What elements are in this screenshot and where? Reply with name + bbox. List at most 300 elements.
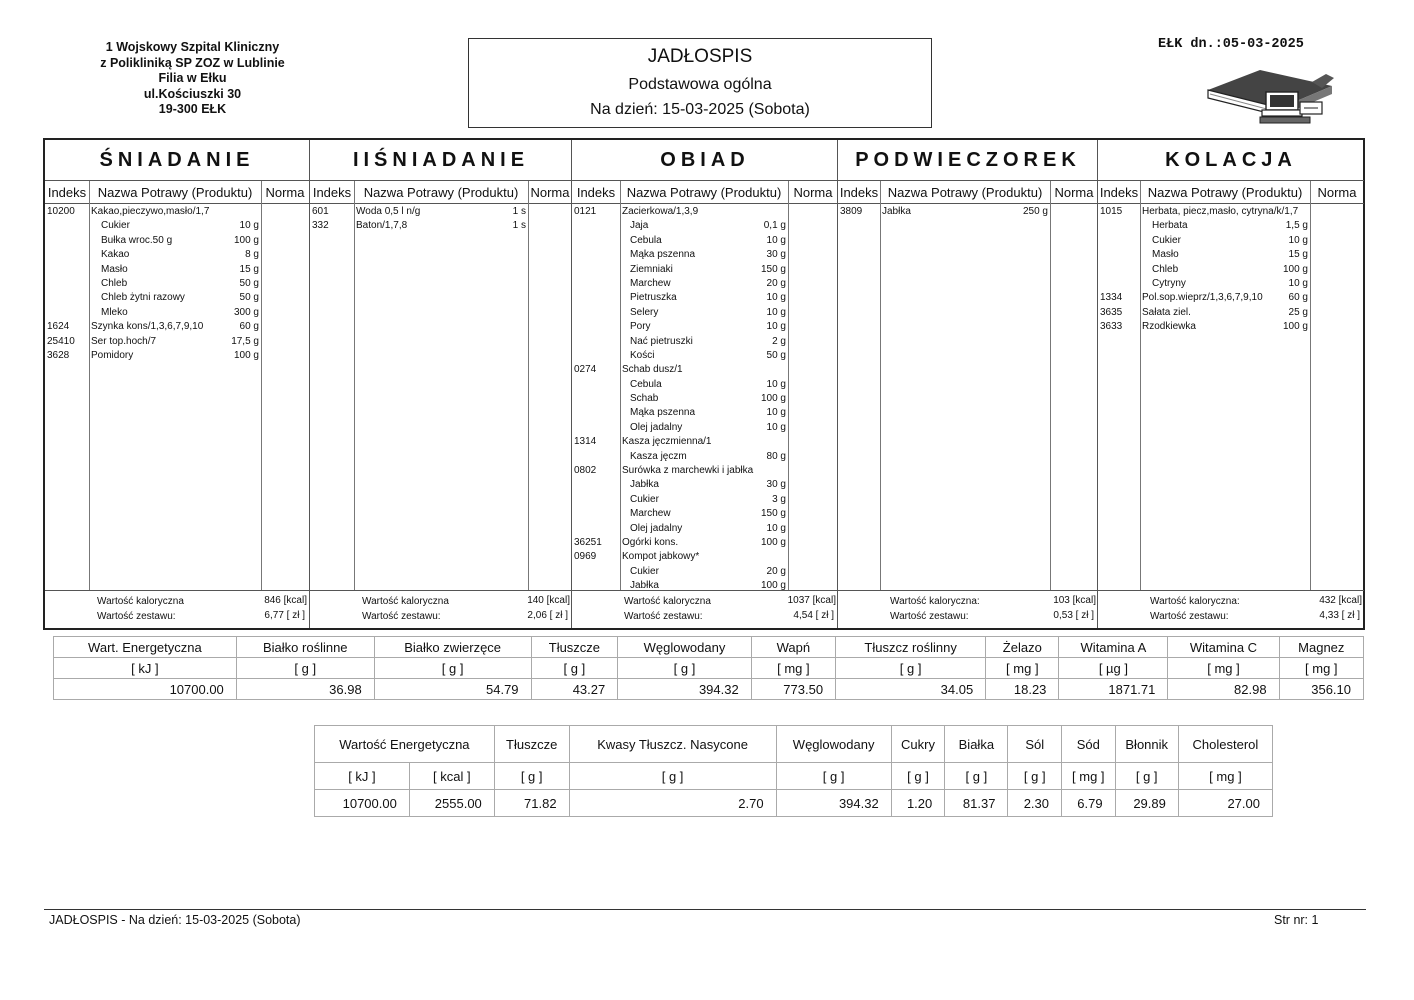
- item-name: Cukier: [1152, 234, 1181, 246]
- nutrition-value: 43.27: [531, 679, 618, 700]
- column-header-index: Indeks: [1098, 181, 1140, 204]
- nutrition-value: 2555.00: [409, 790, 494, 817]
- nutrition-unit: [ g ]: [494, 763, 569, 790]
- nutrition-header: Białka: [945, 726, 1008, 763]
- item-name: Nać pietruszki: [630, 335, 693, 347]
- item-name: Kakao,pieczywo,masło/1,7: [91, 206, 210, 217]
- hospital-line: ul.Kościuszki 30: [143, 86, 242, 101]
- column-header-norm: Norma: [528, 181, 572, 204]
- nutrition-value: 394.32: [776, 790, 891, 817]
- item-name: Zacierkowa/1,3,9: [622, 206, 699, 217]
- menu-section-podwieczorek: [837, 140, 1098, 628]
- item-norm: 100 g: [1282, 321, 1308, 333]
- item-norm: 0,1 g: [763, 220, 786, 232]
- column-header-index: Indeks: [572, 181, 620, 204]
- nutrition-unit: [ mg ]: [1178, 763, 1272, 790]
- menu-item-row: [1098, 234, 1364, 248]
- diet-name: Podstawowa ogólna: [628, 76, 772, 93]
- item-name: Kasza jęczm: [630, 450, 687, 462]
- item-norm: 20 g: [766, 565, 786, 577]
- nutrition-value: 29.89: [1115, 790, 1178, 817]
- item-norm: 25 g: [1288, 306, 1308, 318]
- calorie-label: Wartość kaloryczna: [624, 596, 711, 607]
- column-header-name: Nazwa Potrawy (Produktu): [1140, 181, 1310, 204]
- nutrition-header: Białko zwierzęce: [374, 637, 531, 658]
- nutrition-header: Wart. Energetyczna: [54, 637, 237, 658]
- item-name: Chleb: [101, 277, 128, 289]
- menu-item-row: [572, 263, 838, 277]
- column-divider: [354, 181, 355, 590]
- menu-item-row: [45, 291, 309, 305]
- nutrition-unit: [ g ]: [836, 658, 986, 679]
- nutrition-header: Witamina A: [1059, 637, 1168, 658]
- item-name: Sałata ziel.: [1142, 306, 1191, 318]
- item-name: Marchew: [630, 508, 671, 520]
- menu-item-row: [572, 507, 838, 521]
- menu-item-row: [572, 363, 838, 377]
- item-name: Schab dusz/1: [622, 364, 683, 376]
- nutrition-row-headers: [315, 726, 1273, 763]
- nutrition-header: Węglowodany: [618, 637, 751, 658]
- nutrition-value: 81.37: [945, 790, 1008, 817]
- page-number: Str nr: 1: [1274, 913, 1319, 927]
- menu-item-row: [45, 219, 309, 233]
- section-summary: [310, 590, 572, 628]
- menu-item-row: [572, 478, 838, 492]
- page-title: JADŁOSPIS: [647, 46, 753, 67]
- nutrition-value: 394.32: [618, 679, 751, 700]
- item-norm: 10 g: [766, 522, 786, 534]
- menu-item-row: [572, 392, 838, 406]
- item-norm: 300 g: [233, 306, 259, 318]
- calorie-label: Wartość kaloryczna: [362, 596, 449, 607]
- menu-item-row: [45, 320, 309, 334]
- nutrition-header: Tłuszcze: [494, 726, 569, 763]
- section-title: IIŚNIADANIE: [310, 140, 572, 181]
- nutrition-unit: [ kJ ]: [54, 658, 237, 679]
- cost-value: 6,77 [ zł ]: [264, 610, 305, 621]
- nutrition-value: 356.10: [1279, 679, 1363, 700]
- menu-item-row: [572, 205, 838, 219]
- item-norm: 60 g: [239, 321, 259, 333]
- nutrition-value: 27.00: [1178, 790, 1272, 817]
- item-name: Jabłka: [630, 479, 659, 491]
- column-divider: [880, 181, 881, 590]
- nutrition-unit: [ mg ]: [1168, 658, 1279, 679]
- cost-label: Wartość zestawu:: [1150, 611, 1229, 622]
- nutrition-value: 36.98: [236, 679, 374, 700]
- nutrition-unit: [ g ]: [776, 763, 891, 790]
- item-name: Jabłka: [630, 580, 659, 592]
- menu-item-row: [45, 306, 309, 320]
- cost-label: Wartość zestawu:: [97, 611, 176, 622]
- section-title: ŚNIADANIE: [45, 140, 309, 181]
- item-norm: 10 g: [766, 292, 786, 304]
- item-norm: 100 g: [233, 234, 259, 246]
- nutrition-header: Tłuszcze: [531, 637, 618, 658]
- item-norm: 100 g: [760, 580, 786, 592]
- cost-label: Wartość zestawu:: [624, 611, 703, 622]
- menu-item-row: [572, 493, 838, 507]
- nutrition-row-values: [315, 790, 1273, 817]
- nutrition-header: Białko roślinne: [236, 637, 374, 658]
- item-name: Pomidory: [91, 349, 134, 361]
- nutrition-header: Sód: [1062, 726, 1116, 763]
- footer-divider: [44, 909, 1366, 910]
- section-summary: [572, 590, 838, 628]
- nutrition-unit: [ g ]: [1008, 763, 1062, 790]
- item-norm: 1 s: [512, 220, 526, 232]
- menu-item-row: [572, 406, 838, 420]
- nutrition-unit: [ g ]: [618, 658, 751, 679]
- menu-item-row: [572, 550, 838, 564]
- item-name: Mleko: [101, 306, 128, 318]
- item-norm: 100 g: [760, 536, 786, 548]
- menu-item-row: [45, 277, 309, 291]
- menu-item-row: [572, 421, 838, 435]
- section-items: [1098, 205, 1364, 335]
- menu-item-row: [572, 464, 838, 478]
- menu-item-row: [1098, 205, 1364, 219]
- nutrition-header: Witamina C: [1168, 637, 1279, 658]
- nutrition-row-headers: [54, 637, 1364, 658]
- nutrition-value: 1871.71: [1059, 679, 1168, 700]
- section-title: OBIAD: [572, 140, 838, 181]
- item-index: 25410: [47, 335, 75, 347]
- item-norm: 2 g: [772, 335, 786, 347]
- item-name: Pietruszka: [630, 292, 677, 304]
- item-norm: 10 g: [239, 220, 259, 232]
- section-title: KOLACJA: [1098, 140, 1364, 181]
- item-name: Ogórki kons.: [622, 536, 679, 548]
- nutrition-table-1: [53, 636, 1364, 700]
- item-index: 0969: [574, 551, 597, 563]
- item-name: Bułka wroc.50 g: [101, 234, 173, 246]
- nutrition-value: 10700.00: [54, 679, 237, 700]
- menu-section-sniadanie: [45, 140, 309, 628]
- cost-value: 0,53 [ zł ]: [1053, 610, 1094, 621]
- hospital-line: Filia w Ełku: [158, 71, 227, 85]
- column-header-index: Indeks: [838, 181, 880, 204]
- menu-item-row: [572, 450, 838, 464]
- item-index: 36251: [574, 536, 602, 548]
- column-header-norm: Norma: [1310, 181, 1364, 204]
- nutrition-header: Sól: [1008, 726, 1062, 763]
- menu-item-row: [572, 335, 838, 349]
- title-box: [468, 38, 932, 128]
- column-header-index: Indeks: [310, 181, 354, 204]
- section-items: [572, 205, 838, 594]
- column-header-name: Nazwa Potrawy (Produktu): [880, 181, 1050, 204]
- nutrition-row-units: [54, 658, 1364, 679]
- item-index: 1624: [47, 321, 70, 333]
- item-index: 3809: [840, 206, 863, 217]
- column-header-index: Indeks: [45, 181, 89, 204]
- nutrition-unit: [ g ]: [374, 658, 531, 679]
- menu-item-row: [572, 248, 838, 262]
- hospital-line: 1 Wojskowy Szpital Kliniczny: [105, 40, 280, 54]
- item-norm: 15 g: [1288, 249, 1308, 261]
- item-name: Masło: [1152, 249, 1179, 261]
- menu-item-row: [572, 378, 838, 392]
- item-name: Cebula: [630, 378, 662, 390]
- nutrition-header: Węglowodany: [776, 726, 891, 763]
- menu-item-row: [838, 205, 1098, 219]
- item-norm: 50 g: [239, 277, 259, 289]
- menu-item-row: [1098, 263, 1364, 277]
- nutrition-header: Błonnik: [1115, 726, 1178, 763]
- menu-item-row: [1098, 277, 1364, 291]
- print-date: EŁK dn.:05-03-2025: [1158, 37, 1304, 52]
- nutrition-unit: [ kJ ]: [315, 763, 410, 790]
- menu-item-row: [1098, 291, 1364, 305]
- item-norm: 3 g: [772, 493, 786, 505]
- hospital-line: z Polikliniką SP ZOZ w Lublinie: [100, 55, 285, 70]
- footer-text: JADŁOSPIS - Na dzień: 15-03-2025 (Sobota): [49, 913, 301, 927]
- section-title: PODWIECZOREK: [838, 140, 1098, 181]
- menu-section-ii-sniadanie: [309, 140, 572, 628]
- calorie-value: 1037 [kcal]: [787, 595, 836, 606]
- section-summary: [838, 590, 1098, 628]
- menu-item-row: [45, 263, 309, 277]
- item-norm: 100 g: [233, 349, 259, 361]
- menu-date: Na dzień: 15-03-2025 (Sobota): [590, 101, 810, 118]
- nutrition-unit: [ mg ]: [1062, 763, 1116, 790]
- section-items: [45, 205, 309, 363]
- menu-item-row: [572, 320, 838, 334]
- item-name: Schab: [630, 393, 659, 405]
- nutrition-header: Tłuszcz roślinny: [836, 637, 986, 658]
- menu-item-row: [572, 234, 838, 248]
- nutrition-table-2: [314, 725, 1273, 817]
- item-name: Olej jadalny: [630, 522, 683, 534]
- nutrition-header: Cukry: [891, 726, 945, 763]
- section-items: [310, 205, 572, 234]
- menu-item-row: [572, 306, 838, 320]
- menu-item-row: [572, 349, 838, 363]
- book-computer-icon: [1200, 64, 1340, 126]
- nutrition-value: 1.20: [891, 790, 945, 817]
- nutrition-value: 6.79: [1062, 790, 1116, 817]
- item-name: Ser top.hoch/7: [91, 335, 157, 347]
- nutrition-value: 71.82: [494, 790, 569, 817]
- menu-section-kolacja: [1097, 140, 1364, 628]
- column-header-norm: Norma: [261, 181, 309, 204]
- item-index: 1015: [1100, 206, 1123, 217]
- section-items: [838, 205, 1098, 219]
- item-name: Jaja: [630, 220, 649, 232]
- item-index: 10200: [47, 206, 75, 217]
- item-norm: 100 g: [760, 393, 786, 405]
- menu-item-row: [1098, 320, 1364, 334]
- nutrition-value: 82.98: [1168, 679, 1279, 700]
- cost-value: 4,33 [ zł ]: [1319, 610, 1360, 621]
- nutrition-unit: [ g ]: [569, 763, 776, 790]
- cost-label: Wartość zestawu:: [362, 611, 441, 622]
- column-header-name: Nazwa Potrawy (Produktu): [354, 181, 528, 204]
- item-norm: 10 g: [766, 407, 786, 419]
- item-name: Cebula: [630, 234, 662, 246]
- menu-item-row: [572, 522, 838, 536]
- menu-item-row: [45, 349, 309, 363]
- item-norm: 60 g: [1288, 292, 1308, 304]
- item-index: 601: [312, 206, 329, 217]
- item-name: Masło: [101, 263, 128, 275]
- nutrition-unit: [ g ]: [1115, 763, 1178, 790]
- section-summary: [1098, 590, 1364, 628]
- item-name: Chleb: [1152, 263, 1179, 275]
- menu-item-row: [572, 219, 838, 233]
- item-index: 3633: [1100, 321, 1123, 333]
- menu-item-row: [45, 234, 309, 248]
- item-norm: 150 g: [760, 263, 786, 275]
- calorie-value: 846 [kcal]: [264, 595, 307, 606]
- item-norm: 10 g: [766, 378, 786, 390]
- nutrition-header: Kwasy Tłuszcz. Nasycone: [569, 726, 776, 763]
- nutrition-value: 18.23: [986, 679, 1059, 700]
- menu-item-row: [45, 205, 309, 219]
- nutrition-unit: [ g ]: [945, 763, 1008, 790]
- nutrition-value: 10700.00: [315, 790, 410, 817]
- item-name: Herbata: [1152, 220, 1188, 232]
- nutrition-row-values: [54, 679, 1364, 700]
- item-norm: 15 g: [239, 263, 259, 275]
- item-name: Selery: [630, 306, 659, 318]
- item-name: Cytryny: [1152, 277, 1186, 289]
- item-name: Surówka z marchewki i jabłka: [622, 465, 754, 477]
- menu-item-row: [572, 277, 838, 291]
- nutrition-value: 34.05: [836, 679, 986, 700]
- nutrition-header: Magnez: [1279, 637, 1363, 658]
- item-index: 0802: [574, 465, 597, 477]
- menu-item-row: [572, 565, 838, 579]
- item-norm: 10 g: [1288, 277, 1308, 289]
- item-index: 332: [312, 220, 329, 232]
- calorie-label: Wartość kaloryczna: [97, 596, 184, 607]
- nutrition-unit: [ g ]: [891, 763, 945, 790]
- menu-item-row: [1098, 306, 1364, 320]
- menu-item-row: [572, 291, 838, 305]
- nutrition-value: 773.50: [751, 679, 835, 700]
- item-norm: 30 g: [766, 479, 786, 491]
- nutrition-unit: [ mg ]: [751, 658, 835, 679]
- item-name: Mąka pszenna: [630, 407, 696, 419]
- item-name: Pol.sop.wieprz/1,3,6,7,9,10: [1142, 292, 1263, 304]
- calorie-label: Wartość kaloryczna:: [890, 596, 980, 607]
- item-norm: 50 g: [239, 292, 259, 304]
- menu-table: [43, 138, 1365, 630]
- item-index: 0121: [574, 206, 597, 217]
- item-norm: 1,5 g: [1285, 220, 1308, 232]
- item-index: 3628: [47, 349, 70, 361]
- nutrition-unit: [ kcal ]: [409, 763, 494, 790]
- item-name: Szynka kons/1,3,6,7,9,10: [91, 321, 204, 333]
- nutrition-value: 2.30: [1008, 790, 1062, 817]
- nutrition-header: Wapń: [751, 637, 835, 658]
- menu-item-row: [1098, 248, 1364, 262]
- item-norm: 150 g: [760, 508, 786, 520]
- item-name: Baton/1,7,8: [356, 220, 408, 232]
- menu-section-obiad: [571, 140, 838, 628]
- nutrition-value: 54.79: [374, 679, 531, 700]
- item-norm: 10 g: [1288, 234, 1308, 246]
- menu-item-row: [572, 536, 838, 550]
- item-name: Cukier: [630, 493, 659, 505]
- hospital-address: [75, 40, 310, 118]
- calorie-value: 432 [kcal]: [1319, 595, 1362, 606]
- item-name: Chleb żytni razowy: [101, 292, 185, 304]
- menu-item-row: [572, 435, 838, 449]
- item-norm: 1 s: [512, 206, 526, 217]
- nutrition-unit: [ g ]: [531, 658, 618, 679]
- cost-label: Wartość zestawu:: [890, 611, 969, 622]
- item-name: Kości: [630, 349, 655, 361]
- item-norm: 10 g: [766, 306, 786, 318]
- item-name: Pory: [630, 321, 651, 333]
- nutrition-unit: [ g ]: [236, 658, 374, 679]
- item-name: Kakao: [101, 249, 130, 261]
- column-header-norm: Norma: [1050, 181, 1098, 204]
- nutrition-unit: [ mg ]: [986, 658, 1059, 679]
- item-norm: 50 g: [766, 349, 786, 361]
- nutrition-header: Żelazo: [986, 637, 1059, 658]
- item-index: 1314: [574, 436, 597, 448]
- menu-item-row: [45, 248, 309, 262]
- calorie-value: 103 [kcal]: [1053, 595, 1096, 606]
- item-name: Woda 0,5 l n/g: [356, 206, 421, 217]
- section-summary: [45, 590, 309, 628]
- item-name: Olej jadalny: [630, 421, 683, 433]
- item-index: 1334: [1100, 292, 1123, 304]
- item-name: Jabłka: [882, 206, 911, 217]
- item-norm: 20 g: [766, 277, 786, 289]
- menu-item-row: [1098, 219, 1364, 233]
- cost-value: 4,54 [ zł ]: [793, 610, 834, 621]
- item-name: Kompot jabkowy*: [622, 551, 700, 563]
- item-name: Cukier: [101, 220, 130, 232]
- cost-value: 2,06 [ zł ]: [527, 610, 568, 621]
- item-name: Cukier: [630, 565, 659, 577]
- item-name: Herbata, piecz,masło, cytryna/k/1,7: [1142, 206, 1299, 217]
- item-index: 0274: [574, 364, 597, 376]
- menu-item-row: [45, 335, 309, 349]
- item-norm: 30 g: [766, 249, 786, 261]
- column-divider: [528, 181, 529, 590]
- item-norm: 100 g: [1282, 263, 1308, 275]
- item-index: 3635: [1100, 306, 1123, 318]
- item-name: Mąka pszenna: [630, 249, 696, 261]
- item-norm: 250 g: [1022, 206, 1048, 217]
- item-name: Marchew: [630, 277, 671, 289]
- column-header-name: Nazwa Potrawy (Produktu): [89, 181, 261, 204]
- menu-item-row: [310, 219, 572, 233]
- nutrition-row-units: [315, 763, 1273, 790]
- nutrition-header: Cholesterol: [1178, 726, 1272, 763]
- item-name: Rzodkiewka: [1142, 321, 1196, 333]
- column-divider: [1050, 181, 1051, 590]
- nutrition-unit: [ µg ]: [1059, 658, 1168, 679]
- column-header-norm: Norma: [788, 181, 838, 204]
- item-norm: 10 g: [766, 321, 786, 333]
- item-norm: 17,5 g: [231, 335, 259, 347]
- column-header-name: Nazwa Potrawy (Produktu): [620, 181, 788, 204]
- hospital-line: 19-300 EŁK: [158, 102, 227, 116]
- nutrition-value: 2.70: [569, 790, 776, 817]
- item-norm: 8 g: [245, 249, 259, 261]
- menu-item-row: [310, 205, 572, 219]
- calorie-value: 140 [kcal]: [527, 595, 570, 606]
- item-norm: 10 g: [766, 234, 786, 246]
